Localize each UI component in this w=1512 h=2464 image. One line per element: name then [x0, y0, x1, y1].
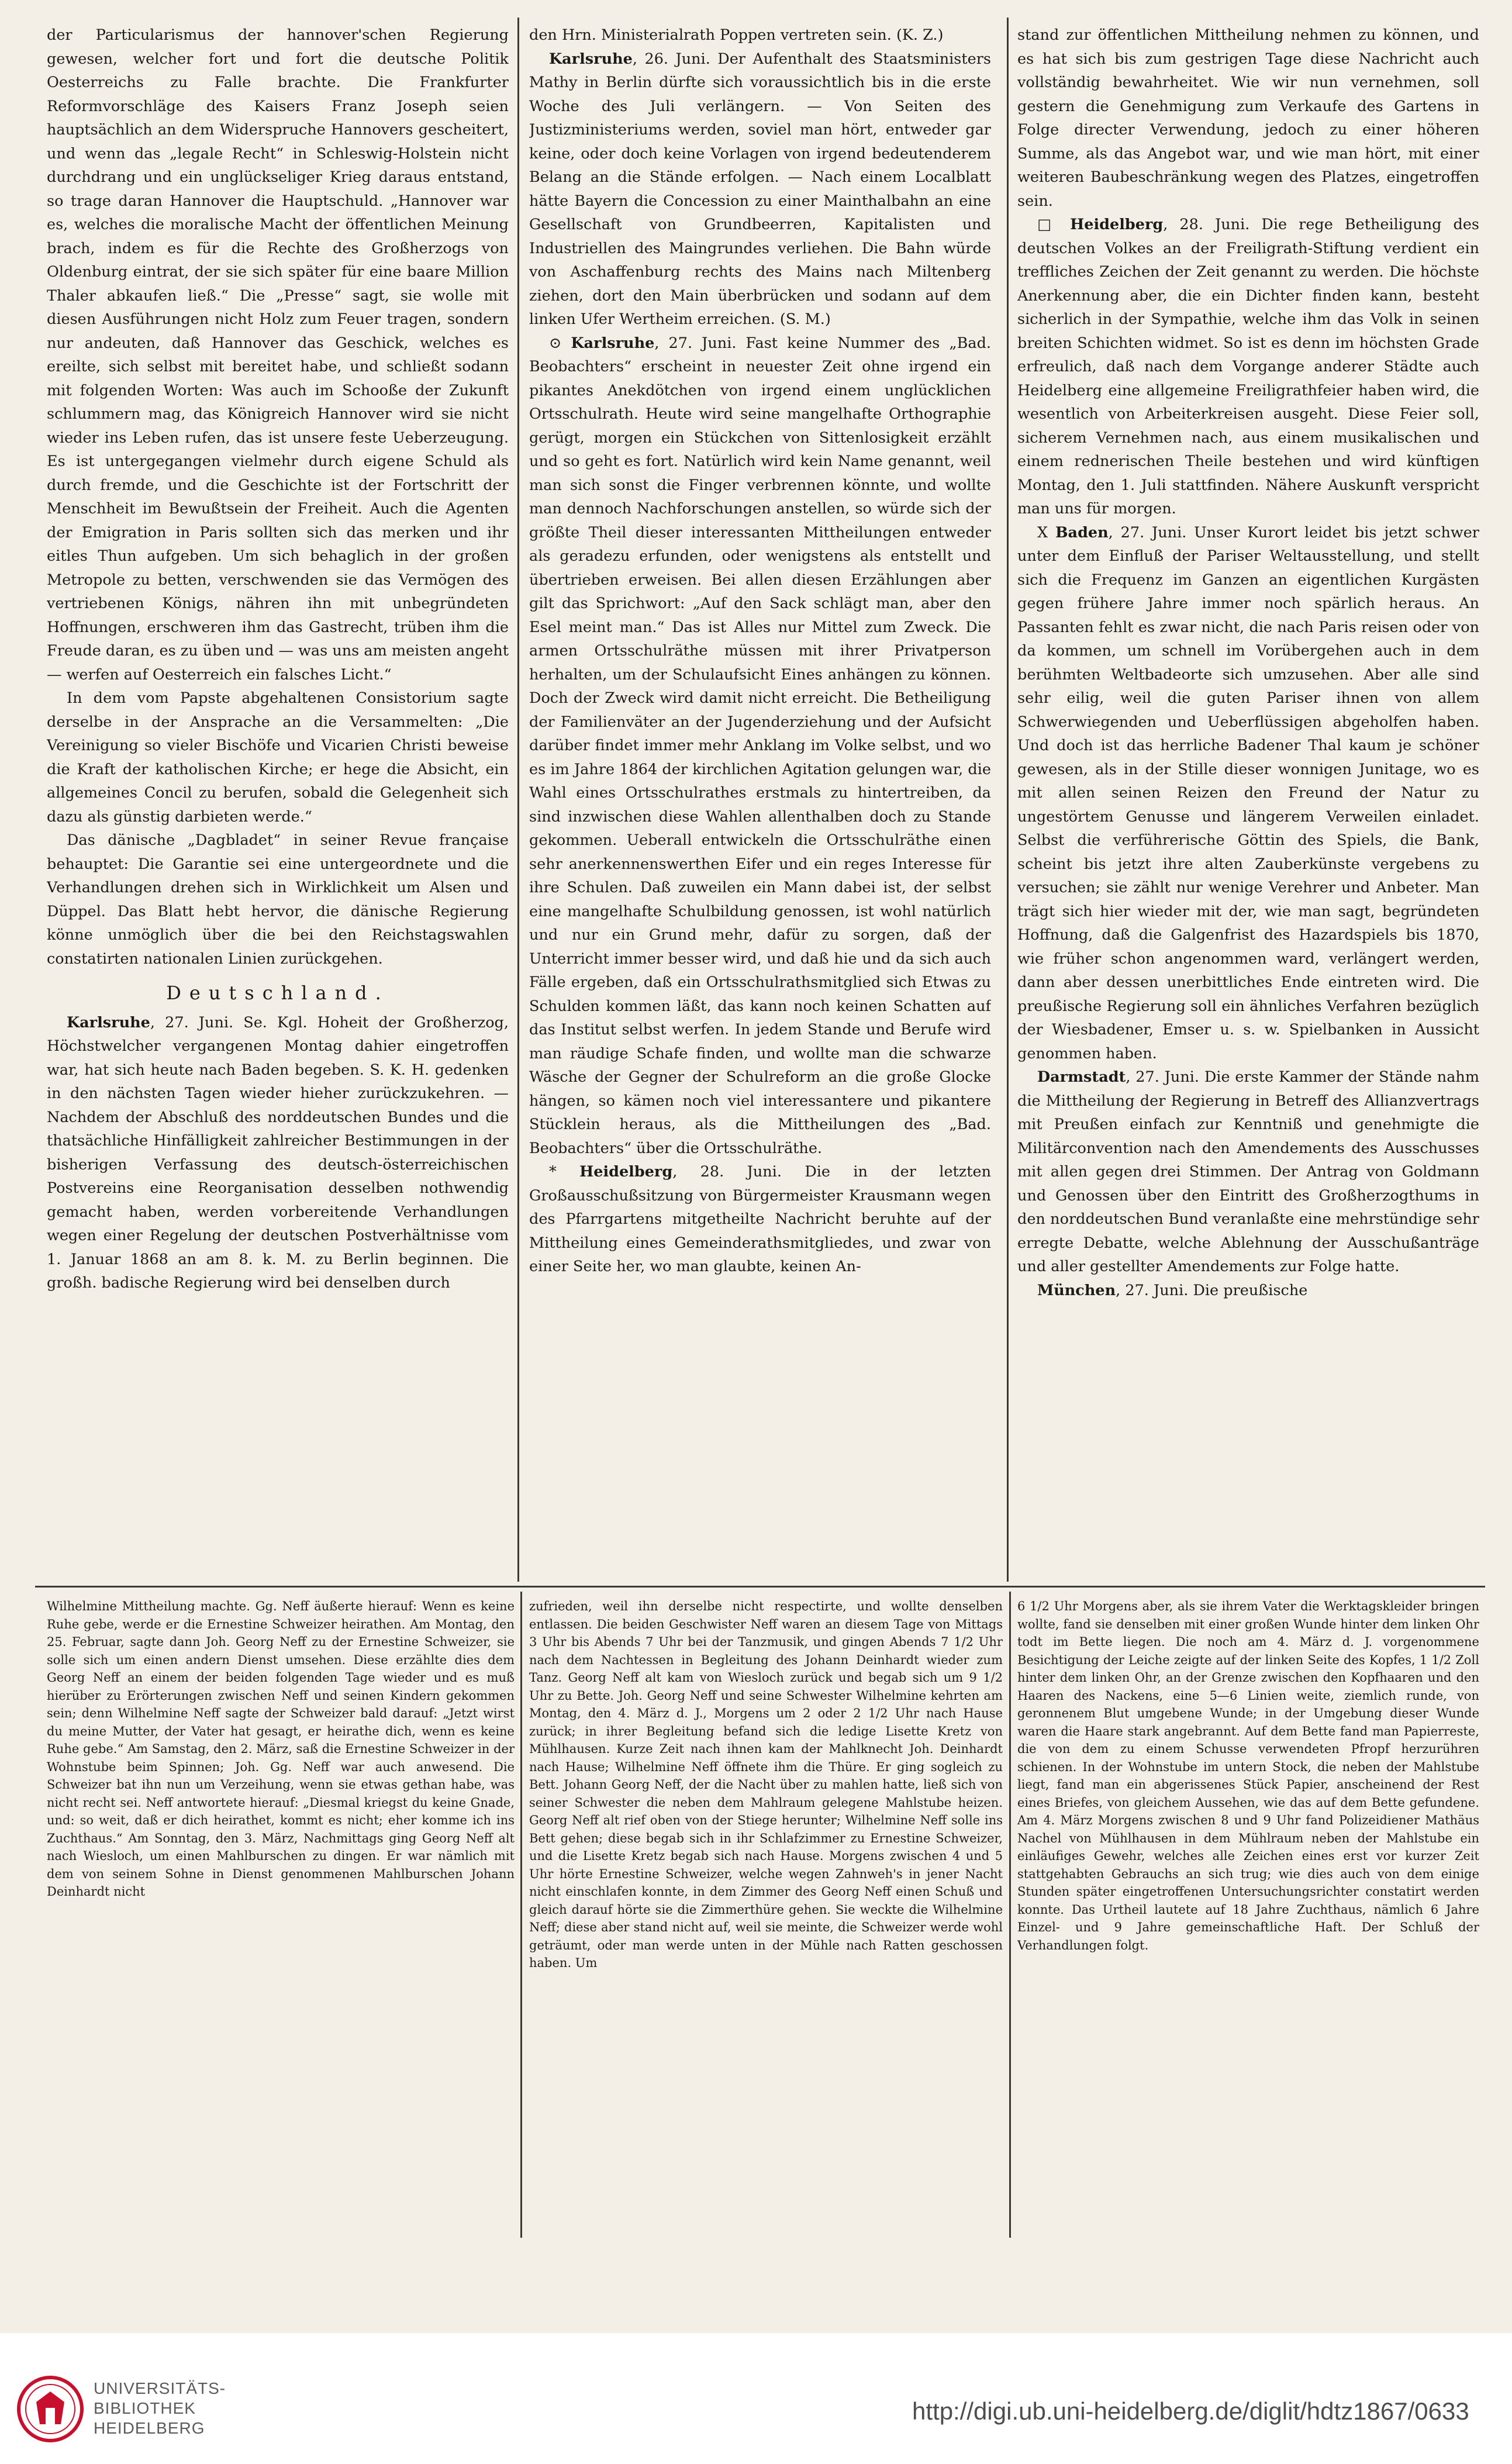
article-text: , 27. Juni. Se. Kgl. Hoheit der Großherzog, Höchstwelcher vergangenen Montag dahier eingetroffen war, hat sich heute nach Baden begeben. S. K. H. gedenken in den nächsten Tagen wieder hieher zurückzukehren. — Nachdem der Abschluß des norddeutschen Bundes und die thatsächliche Hinfälligkeit zahlreicher Bestimmungen in der bisherigen Verfassung des deutsch-österreichischen Postvereins eine Reorganisation desselben nothwendig gemacht haben, werden vorbereitende Verhandlungen wegen einer Regelung der deutschen Postverhältnisse vom 1. Januar 1868 an am 8. k. M. zu Berlin beginnen. Die großh. badische Regierung wird bei denselben durch [47, 1013, 509, 1292]
paragraph: 6 1/2 Uhr Morgens aber, als sie ihrem Vater die Werktagskleider bringen wollte, fand sie denselben mit einer großen Wunde hinter dem linken Ohr todt im Bette liegen. Die noch am 4. März d. J. vorgenommene Besichtigung der Leiche zeigte auf der linken Seite des Kopfes, 1 1/2 Zoll hinter dem linken Ohr, an der Grenze zwischen den Kopfhaaren und den Haaren des Nackens, eine 5—6 Linien weite, ziemlich runde, von geronnenem Blut umgebene Wunde; in der Umgebung dieser Wunde waren die Haare stark angebrannt. Auf dem Bette fand man Papierreste, die von dem zu einem Schusse verwendeten Pfropf herzurühren schienen. In der Wohnstube im untern Stock, die neben der Mahlstube liegt, fand man ein abgerissenes Stück Papier, anscheinend der Rest eines Briefes, von gleichem Aussehen, wie das auf dem Bette gefundene. Am 4. März Morgens zwischen 8 und 9 Uhr fand Polizeidiener Mathäus Nachel von Mühlhausen in dem Mühlraum neben der Mahlstube ein einläufiges Gewehr, welches alle Zeichen eines erst vor kurzer Zeit stattgehabten Gebrauchs an sich trug; wie dies auch von dem einige Stunden später eingetroffenen Untersuchungsrichter constatirt werden konnte. Das Urtheil lautete auf 18 Jahre Zuchthaus, nämlich 6 Jahre Einzel- und 9 Jahre gemeinschaftliche Haft. Der Schluß der Verhandlungen folgt. [1017, 1599, 1479, 1952]
article-heidelberg-28b [1017, 213, 1479, 521]
column-rule [1009, 1592, 1011, 2238]
section-heading: Deutschland. [166, 982, 389, 1004]
article-karlsruhe-27 [47, 1011, 509, 1295]
feuilleton-column-3 [1017, 1597, 1479, 2241]
article-text: , 27. Juni. Fast keine Nummer des „Bad. Beobachters“ erscheint in neuester Zeit ohne irgend ein pikantes Anekdötchen von irgend einem unglücklichen Ortsschulrath. Heute wird seine mangelhafte Orthographie gerügt, morgen ein Stückchen von Sittenlosigkeit erzählt und so geht es fort. Natürlich wird kein Name genannt, weil man sich sonst die Finger verbrennen könnte, und wollte man dennoch Nachforschungen anstellen, so würde sich der größte Theil dieser interessanten Mittheilungen entweder als geradezu erfunden, oder wenigstens als entstellt und übertrieben erweisen. Bei allen diesen Erzählungen aber gilt das Sprichwort: „Auf den Sack schlägt man, aber den Esel meint man.“ Das ist Alles nur Mittel zum Zweck. Die armen Ortsschulräthe müssen mit ihrer Privatperson herhalten, um der Schulaufsicht Eines anhängen zu können. Doch der Zweck wird damit nicht erreicht. Die Betheiligung der Familienväter an der Jugenderziehung und der Aufsicht darüber findet immer mehr Anklang im Volke selbst, und wo es im Jahre 1864 der kirchlichen Agitation gelungen war, die Wahl eines Ortsschulrathes erstmals zu hintertreiben, da sind inzwischen diese Wahlen allenthalben doch zu Stande gekommen. Ueberall entwickeln die Ortsschulräthe einen sehr anerkennenswerthen Eifer und ein reges Interesse für ihre Schulen. Daß zuweilen ein Mann dabei ist, der selbst eine mangelhafte Schulbildung genossen, ist wohl natürlich und nur ein Grund mehr, dafür zu sorgen, daß der Unterricht immer besser wird, und daß hie und da sich auch Fälle ergeben, daß ein Ortsschulrathsmitglied sich Etwas zu Schulden kommen läßt, das kann noch keinen Schatten auf das Institut selbst werfen. In jedem Stande und Berufe wird man räudige Schafe finden, und wollte man die schwarze Wäsche der Gegner der Schulreform an die große Glocke hängen, so kämen noch viel interessantere und pikantere Stücklein heraus, als die Mittheilungen des „Bad. Beobachters“ über die Ortsschulräthe. [529, 334, 991, 1157]
article-text: , 28. Juni. Die in der letzten Großausschußsitzung von Bürgermeister Krausmann wegen des Pfarrgartens mitgetheilte Nachricht beruhte auf der Mittheilung eines Gemeinderathsmitgliedes, und zwar von einer Seite her, wo man glaubte, keinen An- [529, 1163, 991, 1275]
article-muenchen [1017, 1279, 1479, 1303]
article-text: , 27. Juni. Die preußische [1116, 1281, 1308, 1299]
feuilleton-rule [35, 1586, 1485, 1588]
paragraph: stand zur öffentlichen Mittheilung nehmen zu können, und es hat sich bis zum gestrigen Tage diese Nachricht auch vollständig bewahrheitet. Wie wir nun vernehmen, soll gestern die Genehmigung zum Verkaufe des Gartens in Folge directer Verwendung, jedoch zu einer höheren Summe, als das Angebot war, und wie man hört, mit einer weiteren Baubeschränkung wegen des Platzes, eingetroffen sein. [1017, 26, 1479, 210]
article-darmstadt [1017, 1065, 1479, 1279]
article-karlsruhe-27b [529, 332, 991, 1161]
article-text: , 27. Juni. Die erste Kammer der Stände nahm die Mittheilung der Regierung in Betreff des Allianzvertrags mit Preußen einfach zur Kenntniß und genehmigte die Militärconvention nach den Amendements des Ausschusses mit allen gegen drei Stimmen. Der Antrag von Goldmann und Genossen über den Eintritt des Großherzogthums in den norddeutschen Bund veranlaßte eine mehrstündige sehr erregte Debatte, welche Ablehnung der Ausschußanträge und aller gestellter Amendements zur Folge hatte. [1017, 1068, 1479, 1275]
correspondent-mark: ⊙ [549, 334, 562, 352]
paragraph: der Particularismus der hannover'schen Regierung gewesen, welcher fort und fort die deutsche Politik Oesterreichs zu Falle brachte. Die Frankfurter Reformvorschläge des Kaisers Franz Joseph seien hauptsächlich an dem Widerspruche Hannovers gescheitert, und wenn das „legale Recht“ in Schleswig-Holstein nicht durchdrang und ein unglückseliger Krieg daraus entstand, so trage daran Hannover die Hauptschuld. „Hannover war es, welches die moralische Macht der öffentlichen Meinung brach, indem es für die Rechte des Großherzogs von Oldenburg eintrat, der sie sich später für eine baare Million Thaler abkaufen ließ.“ Die „Presse“ sagt, sie wolle mit diesen Ausführungen nicht Holz zum Feuer tragen, sondern nur andeuten, daß Hannover das Geschick, welches es ereilte, sich selbst mit bereitet habe, und schließt sodann mit folgenden Worten: Was auch im Schooße der Zukunft schlummern mag, das Königreich Hannover wird sie nicht wieder ins Leben rufen, das ist unsere feste Ueberzeugung. Es ist untergegangen vielmehr durch eigene Schuld als durch fremde, und die Geschichte ist der Fortschritt der Menschheit im Bewußtsein der Freiheit. Auch die Agenten der Emigration in Paris sollten sich das merken und ihr eitles Thun aufgeben. Um sich behaglich in der großen Metropole zu betten, verschwenden sie das Vermögen des vertriebenen Königs, nähren ihn mit unbegründeten Hoffnungen, erschweren ihm das Gastrecht, trüben ihm die Freude daran, es zu üben und — was uns am meisten angeht — werfen auf Oesterreich ein falsches Licht.“ [47, 26, 509, 684]
column-rule [520, 1592, 522, 2238]
permalink-url[interactable]: http://digi.ub.uni-heidelberg.de/diglit/hdtz1867/0633 [912, 2397, 1469, 2425]
university-library-seal-icon [15, 2374, 85, 2444]
article-text: , 28. Juni. Die rege Betheiligung des deutschen Volkes an der Freiligrath-Stiftung verdient ein treffliches Zeichen der Zeit genannt zu werden. Die höchste Anerkennung aber, die ein Dichter finden kann, besteht sicherlich in der Sympathie, welche ihm das Volk in seinen breiten Schichten widmet. So ist es denn im höchsten Grade erfreulich, daß nach dem Vorgange anderer Städte auch Heidelberg eine allgemeine Freiligrathfeier haben wird, die wesentlich von Arbeiterkreisen ausgeht. Diese Feier soll, sicherem Vernehmen nach, aus einem musikalischen und einem rednerischen Theile bestehen und wird künftigen Montag, den 1. Juli stattfinden. Nähere Auskunft verspricht man uns für morgen. [1017, 216, 1479, 517]
paragraph: zufrieden, weil ihn derselbe nicht respectirte, und wollte denselben entlassen. Die beiden Geschwister Neff waren an diesem Tage von Mittags 3 Uhr bis Abends 7 Uhr bei der Tanzmusik, und gingen Abends 7 1/2 Uhr nach dem Nachtessen in Begleitung des Johann Deinhardt wieder zum Tanz. Georg Neff alt kam von Wiesloch zurück und begab sich um 9 1/2 Uhr zu Bette. Joh. Georg Neff und seine Schwester Wilhelmine kehrten am Montag, den 4. März d. J., Morgens um 2 oder 2 1/2 Uhr nach Hause zurück; in ihrer Begleitung befand sich die ledige Lisette Kretz von Mühlhausen. Kurze Zeit nach ihnen kam der Mahlknecht Joh. Deinhardt nach Hause; Wilhelmine Neff öffnete ihm die Thüre. Er ging sogleich zu Bett. Johann Georg Neff, der die Nacht über zu mahlen hatte, ließ sich von seiner Schwester die neben dem Mahlraum gelegene Mahlstube heizen. Georg Neff alt rief oben von der Stiege herunter; Wilhelmine Neff solle ins Bett gehen; diese begab sich in ihr Schlafzimmer zu Ernestine Schweizer, und die Lisette Kretz begab sich nach Hause. Morgens zwischen 4 und 5 Uhr hörte Ernestine Schweizer, welche wegen Zahnweh's in jener Nacht nicht einschlafen konnte, in dem Zimmer des Georg Neff einen Schuß und gleich darauf hörte sie die Zimmerthüre gehen. Sie weckte die Wilhelmine Neff; diese aber stand nicht auf, weil sie meinte, die Schweizer werde wohl geträumt, oder man werde unten in der Mühle nach Ratten geschossen haben. Um [529, 1599, 1003, 1970]
dateline-place: Heidelberg [579, 1163, 673, 1181]
feuilleton-column-1 [47, 1597, 515, 2241]
library-line: BIBLIOTHEK [94, 2399, 196, 2417]
article-text: , 27. Juni. Unser Kurort leidet bis jetzt schwer unter dem Einfluß der Pariser Weltausstellung, und stellt sich die Frequenz im Ganzen an eigentlichen Kurgästen gegen frühere Jahre immer noch spärlich heraus. An Passanten fehlt es zwar nicht, die nach Paris reisen oder von da kommen, um schnell im Vorübergehen auch in dem berühmten Weltbadeorte sich umzusehen. Aber alle sind sehr eilig, weil die guten Pariser ihnen von allem Schwerwiegenden und Ueberflüssigen abgeholfen haben. Und doch ist das herrliche Badener Thal kaum je schöner gewesen, als in der Stille dieser wonnigen Junitage, wo es mit allen seinen Reizen den Freund der Natur zu ungestörtem Genusse und längerem Verweilen einladet. Selbst die verführerische Göttin des Spiels, die Bank, scheint bis jetzt ihre alten Zauberkünste vergebens zu versuchen; sie zählt nur wenige Verehrer und Anbeter. Man trägt sich hier wieder mit der, wie man sagt, begründeten Hoffnung, daß die Galgenfrist des Hazardspiels bis 1870, wie früher schon angenommen ward, verlängert werden, dann aber dessen unerbittliches Ende eintreten wird. Die preußische Regierung soll ein ähnliches Verfahren bezüglich der Wiesbadener, Emser u. s. w. Spielbanken in Aussicht genommen haben. [1017, 523, 1479, 1062]
article-baden [1017, 521, 1479, 1066]
feuilleton-column-2 [529, 1597, 1003, 2241]
column-rule [517, 18, 519, 1582]
library-name [94, 2379, 226, 2438]
dateline-place: Karlsruhe [549, 50, 633, 68]
correspondent-mark: □ [1037, 216, 1059, 233]
paragraph: In dem vom Papste abgehaltenen Consistorium sagte derselbe in der Ansprache an die Versammelten: „Die Vereinigung so vieler Bischöfe und Vicarien Christi beweise die Kraft der katholischen Kirche; er hege die Absicht, ein allgemeines Concil zu berufen, sobald die Gelegenheit sich dazu als günstig darbieten werde.“ [47, 689, 509, 826]
column-1 [47, 23, 509, 1573]
dateline-place: Baden [1055, 523, 1109, 541]
dateline-place: Darmstadt [1037, 1068, 1126, 1086]
column-3 [1017, 23, 1479, 1573]
library-line: UNIVERSITÄTS- [94, 2379, 226, 2397]
article-heidelberg-28 [529, 1160, 991, 1279]
paragraph: Das dänische „Dagbladet“ in seiner Revue française behauptet: Die Garantie sei eine untergeordnete und die Verhandlungen drehen sich in Wirklichkeit um Alsen und Düppel. Das Blatt hebt hervor, die dänische Regierung könne unmöglich über die bei den Reichstagswahlen constatirten nationalen Linien zurückgehen. [47, 831, 509, 968]
column-2 [529, 23, 991, 1573]
article-karlsruhe-26 [529, 47, 991, 332]
paragraph: den Hrn. Ministerialrath Poppen vertreten sein. (K. Z.) [529, 26, 944, 44]
article-text: , 26. Juni. Der Aufenthalt des Staatsministers Mathy in Berlin dürfte sich voraussichtlich bis in die erste Woche des Juli verlängern. — Von Seiten des Justizministeriums werden, soviel man hört, entweder gar keine, oder doch keine Vorlagen von irgend bedeutenderem Belang an die Stände erfolgen. — Nach einem Localblatt hätte Bayern die Concession zu einer Mainthalbahn an eine Gesellschaft von Grundbeerren, Kapitalisten und Industriellen des Maingrundes verliehen. Die Bahn würde von Aschaffenburg rechts des Mains nach Miltenberg ziehen, dort den Main überbrücken und sodann auf dem linken Ufer Wertheim erreichen. (S. M.) [529, 50, 991, 328]
dateline-place: München [1037, 1281, 1116, 1299]
dateline-place: Heidelberg [1070, 216, 1164, 233]
correspondent-mark: X [1037, 523, 1048, 541]
column-rule [1007, 18, 1009, 1582]
correspondent-mark: * [549, 1163, 557, 1181]
paragraph: Wilhelmine Mittheilung machte. Gg. Neff äußerte hierauf: Wenn es keine Ruhe gebe, werde er die Ernestine Schweizer heirathen. Am Montag, den 25. Februar, sagte dann Joh. Georg Neff zu der Ernestine Schweizer, sie solle sich um einen andern Dienst umsehen. Diese erzählte dies dem Georg Neff an einem der beiden folgenden Tage wieder und es muß hierüber zu Erörterungen zwischen Neff und seinen Kindern gekommen sein; denn Wilhelmine Neff sagte der Schweizer bald darauf: „Jetzt wirst du meine Mutter, der Vater hat gesagt, er heirathe dich, wenn es keine Ruhe gebe.“ Am Samstag, den 2. März, saß die Ernestine Schweizer in der Wohnstube beim Spinnen; Joh. Gg. Neff war auch anwesend. Die Schweizer bat ihn nun um Verzeihung, wenn sie etwas gethan habe, was nicht recht sei. Neff antwortete hierauf: „Diesmal kriegst du keine Gnade, und: so weit, daß er dich heirathet, kommt es nicht; eher komme ich ins Zuchthaus.“ Am Sonntag, den 3. März, Nachmittags ging Georg Neff alt nach Wiesloch, um einen Mahlburschen zu dingen. Er war nämlich mit dem von seinem Sohne in Dienst genommenen Mahlburschen Johann Deinhardt nicht [47, 1599, 515, 1899]
library-line: HEIDELBERG [94, 2419, 205, 2437]
dateline-place: Karlsruhe [67, 1013, 150, 1031]
dateline-place: Karlsruhe [571, 334, 655, 352]
